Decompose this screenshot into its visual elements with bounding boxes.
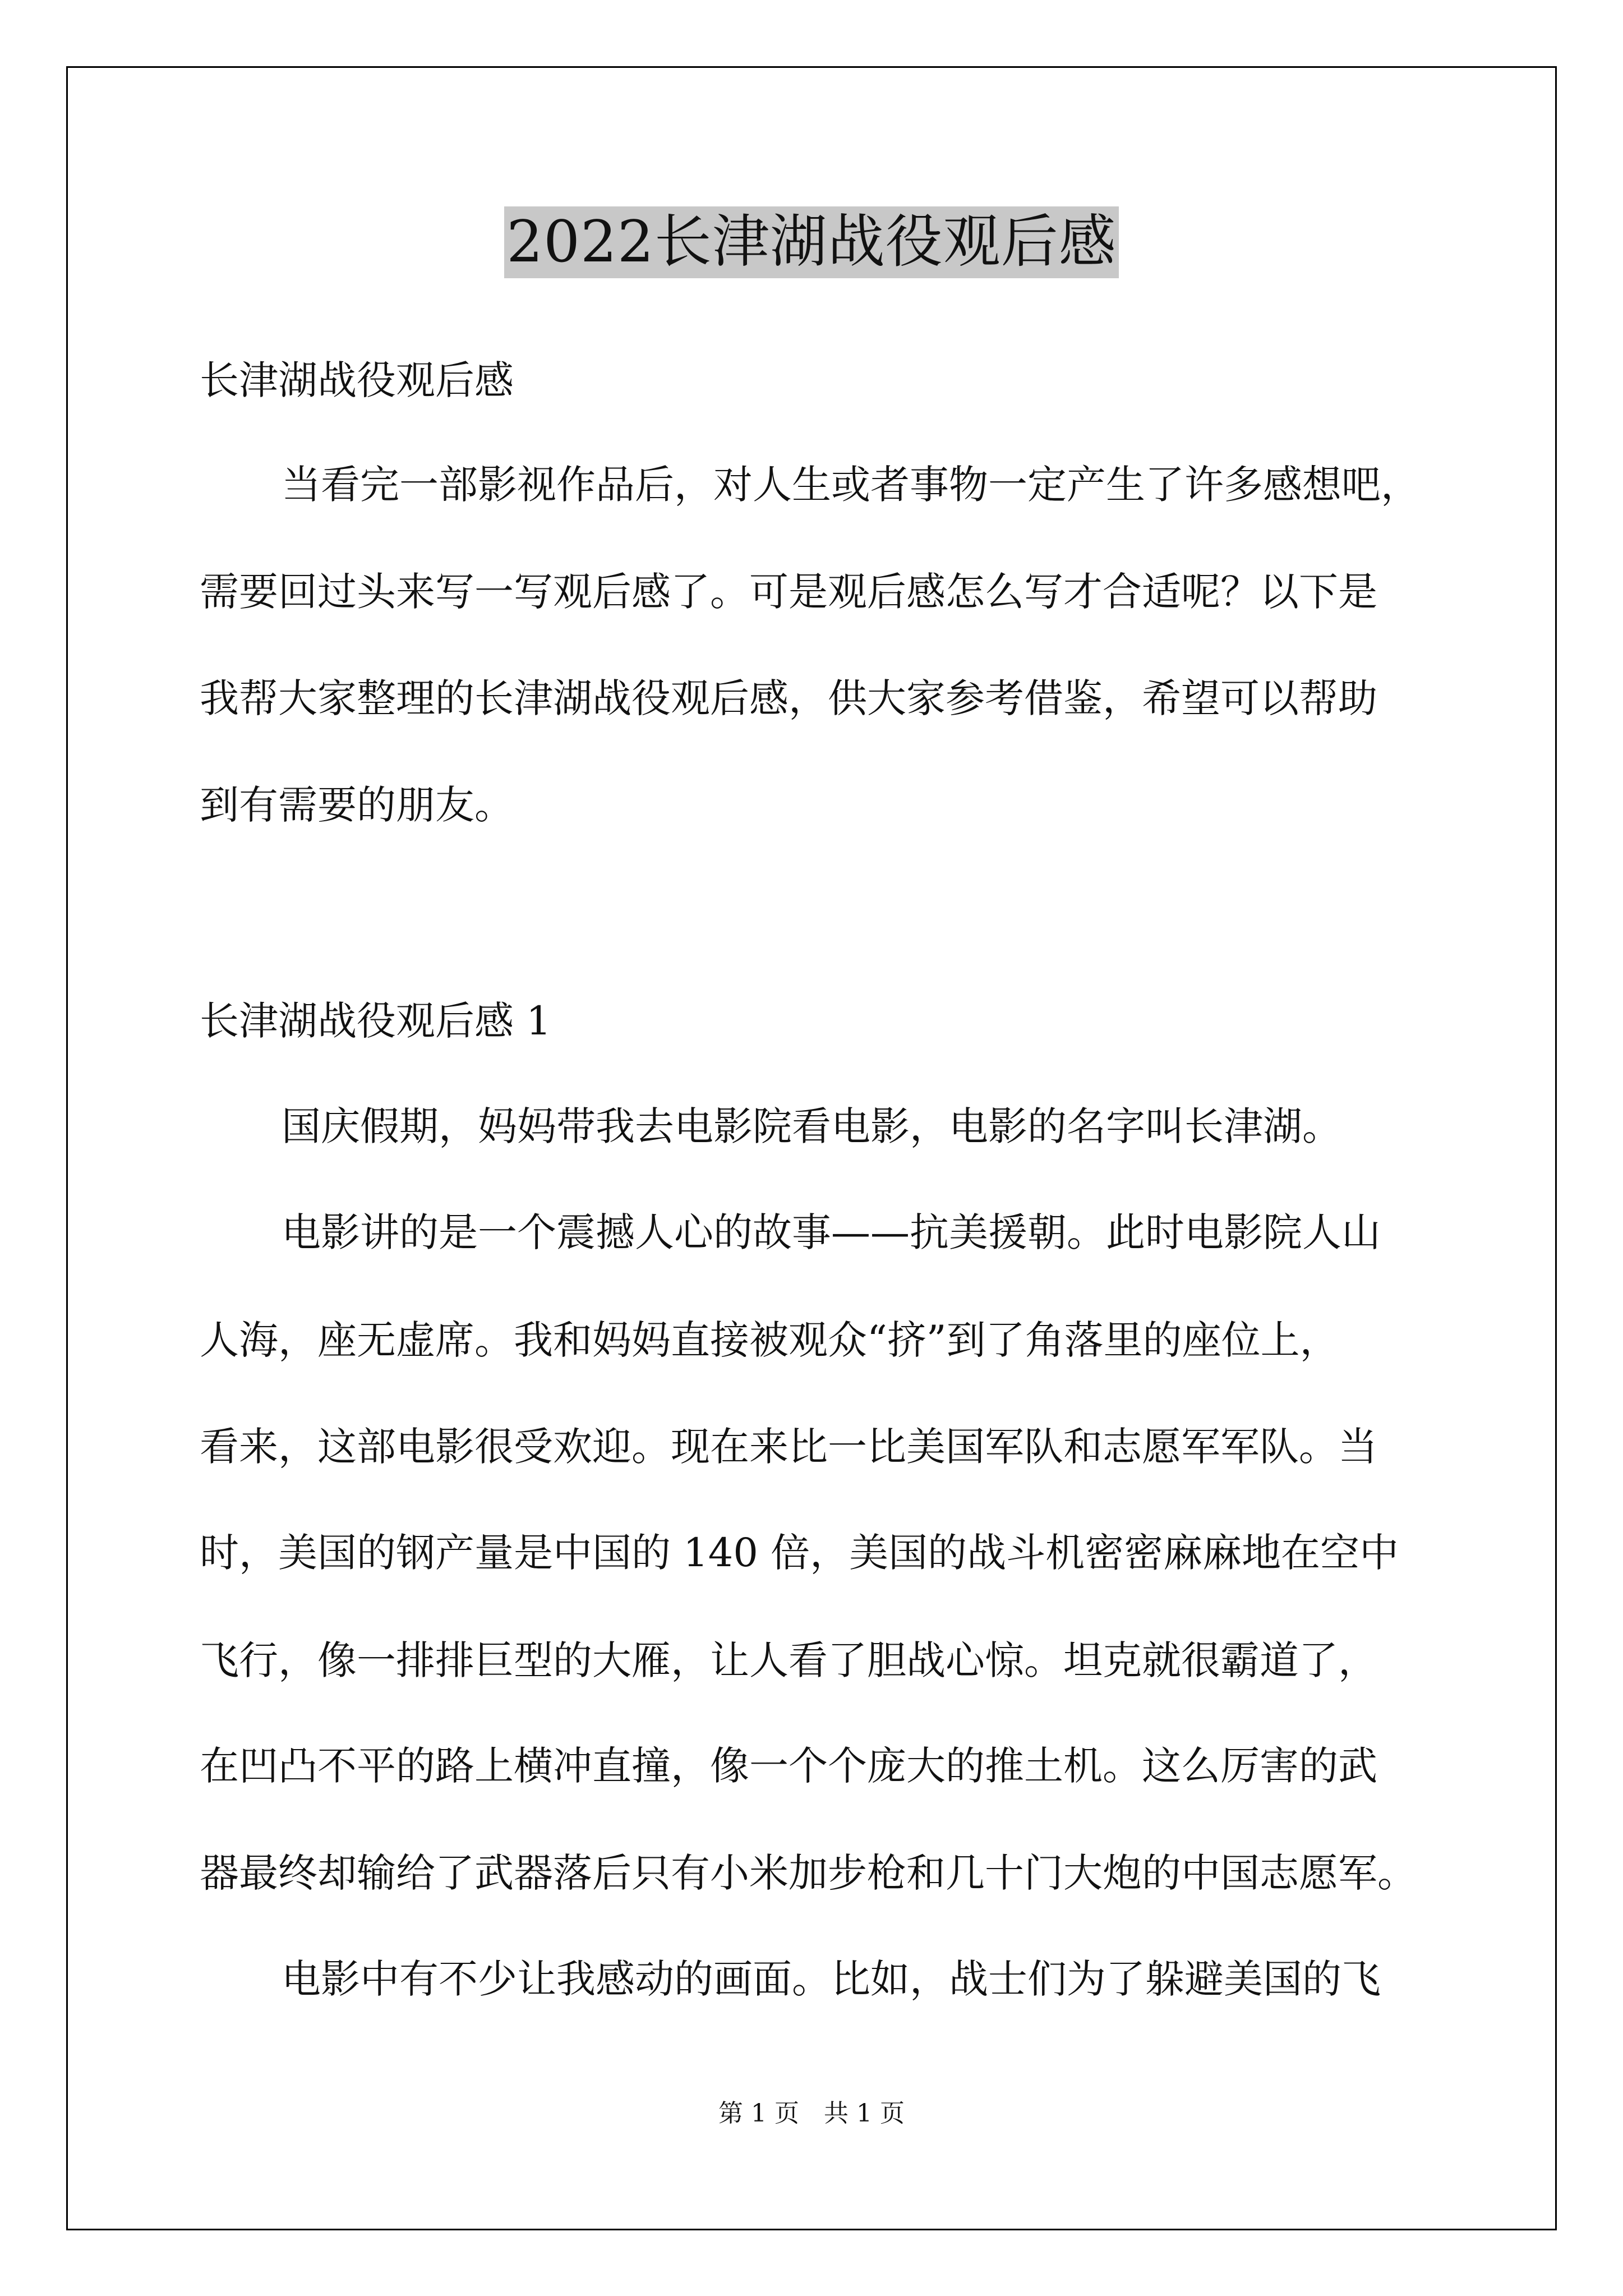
body-line-6: 飞行，像一排排巨型的大雁，让人看了胆战心惊。坦克就很霸道了， [200, 1637, 1377, 1683]
subtitle: 长津湖战役观后感 [200, 357, 514, 403]
intro-line-3: 我帮大家整理的长津湖战役观后感，供大家参考借鉴，希望可以帮助 [200, 675, 1377, 721]
section-heading: 长津湖战役观后感 1 [200, 998, 551, 1044]
body-line-9: 电影中有不少让我感动的画面。比如，战士们为了躲避美国的飞 [282, 1956, 1381, 2002]
title-container [0, 206, 1623, 278]
intro-line-2: 需要回过头来写一写观后感了。可是观后感怎么写才合适呢？以下是 [200, 569, 1377, 615]
body-line-8: 器最终却输给了武器落后只有小米加步枪和几十门大炮的中国志愿军。 [200, 1850, 1417, 1896]
document-title: 2022长津湖战役观后感 [504, 206, 1119, 278]
body-line-4: 看来，这部电影很受欢迎。现在来比一比美国军队和志愿军军队。当 [200, 1424, 1377, 1470]
intro-line-4: 到有需要的朋友。 [200, 782, 514, 828]
body-line-3: 人海，座无虚席。我和妈妈直接被观众“挤”到了角落里的座位上， [200, 1317, 1339, 1363]
body-line-2: 电影讲的是一个震撼人心的故事——抗美援朝。此时电影院人山 [282, 1209, 1381, 1255]
body-line-7: 在凹凸不平的路上横冲直撞，像一个个庞大的推土机。这么厉害的武 [200, 1743, 1377, 1789]
page-footer: 第 1 页 共 1 页 [718, 2099, 905, 2128]
body-line-5: 时，美国的钢产量是中国的 140 倍，美国的战斗机密密麻麻地在空中 [200, 1530, 1399, 1576]
intro-line-1: 当看完一部影视作品后，对人生或者事物一定产生了许多感想吧， [282, 462, 1420, 508]
body-line-1: 国庆假期，妈妈带我去电影院看电影，电影的名字叫长津湖。 [282, 1103, 1341, 1149]
